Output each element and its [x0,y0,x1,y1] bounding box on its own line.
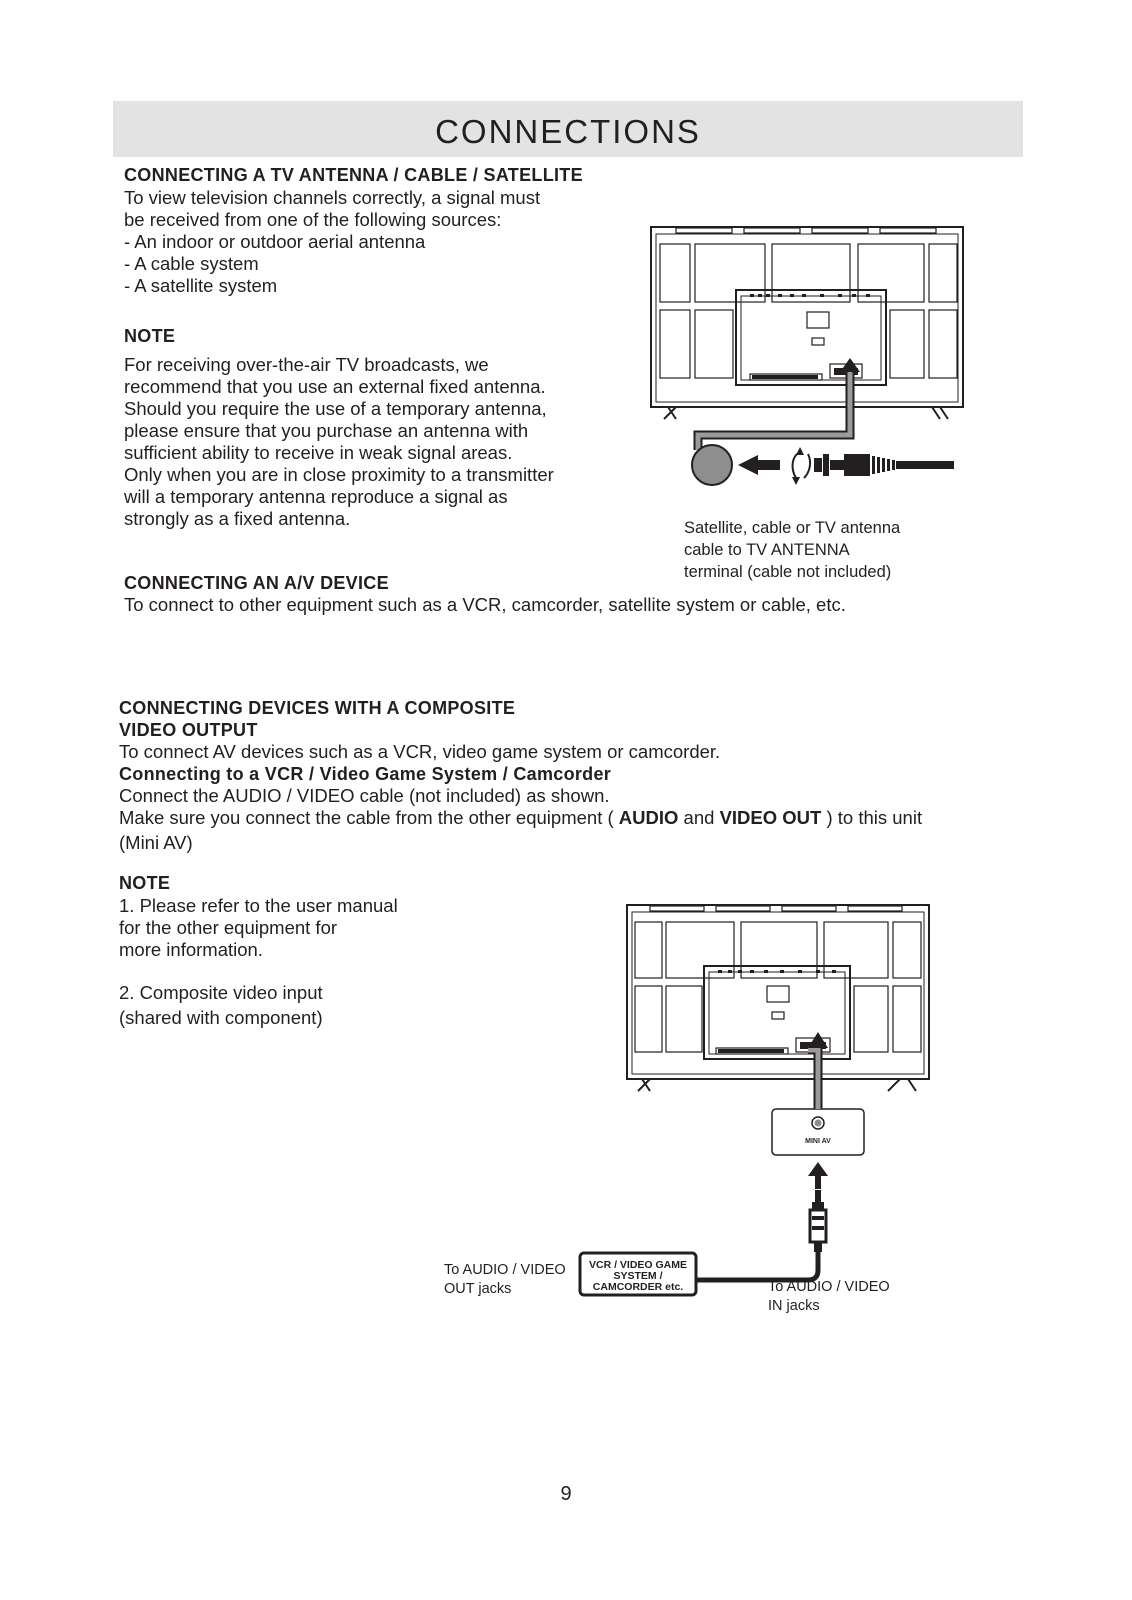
composite-note-2-line: 2. Composite video input [119,982,323,1003]
antenna-section-heading: CONNECTING A TV ANTENNA / CABLE / SATELLITE [124,165,583,185]
antenna-note-line: please ensure that you purchase an antenna with [124,420,529,441]
tv-back-mini-av-diagram [620,900,940,1190]
antenna-note-heading: NOTE [124,326,176,346]
audio-label: AUDIO [618,807,679,828]
composite-text-3 [119,807,922,829]
audio-video-out-caption [444,1261,566,1299]
composite-heading-line2: VIDEO OUTPUT [119,720,258,740]
antenna-note-body [124,354,554,530]
composite-text-3-prefix: Make sure you connect the cable from the other equipment ( [119,807,614,828]
antenna-note-line: Should you require the use of a temporary antenna, [124,398,547,419]
mini-av-label: MINI AV [805,1138,831,1145]
device-label-line: SYSTEM / [613,1270,663,1282]
composite-note-1 [119,895,398,961]
antenna-body-line: - An indoor or outdoor aerial antenna [124,231,426,252]
device-label-line: VCR / VIDEO GAME [588,1259,688,1271]
antenna-body-line: be received from one of the following sources: [124,209,502,230]
antenna-caption-line: cable to TV ANTENNA [684,541,850,559]
antenna-note-line: strongly as a fixed antenna. [124,508,351,529]
composite-text-3-suffix: ) to this unit [826,807,923,828]
antenna-note-line: Only when you are in close proximity to a transmitter [124,464,554,485]
out-caption-line: To AUDIO / VIDEO [444,1262,566,1278]
composite-text-1: To connect AV devices such as a VCR, video game system or camcorder. [119,741,721,762]
device-label-line: CAMCORDER etc. [592,1281,684,1293]
and-label: and [683,807,715,828]
composite-note-2-line: (shared with component) [119,1007,323,1028]
page-title: CONNECTIONS [435,113,701,150]
antenna-note-line: sufficient ability to receive in weak signal areas. [124,442,513,463]
antenna-diagram-caption [684,517,900,583]
composite-text-3-line2: (Mini AV) [119,832,193,853]
video-out-label: VIDEO OUT [719,807,822,828]
composite-subheading: Connecting to a VCR / Video Game System / Camcorder [119,764,612,784]
composite-note-1-line: 1. Please refer to the user manual [119,895,398,916]
tv-back-antenna-diagram [640,222,980,507]
composite-text-2: Connect the AUDIO / VIDEO cable (not included) as shown. [119,785,610,806]
antenna-caption-line: Satellite, cable or TV antenna [684,519,901,537]
antenna-section-body [124,187,540,297]
antenna-caption-line: terminal (cable not included) [684,563,892,581]
antenna-body-line: To view television channels correctly, a signal must [124,187,541,208]
antenna-note-line: will a temporary antenna reproduce a signal as [124,486,508,507]
antenna-body-line: - A satellite system [124,275,278,296]
in-caption-line: To AUDIO / VIDEO [768,1279,890,1295]
composite-note-2 [119,980,323,1030]
composite-note-1-line: for the other equipment for [119,917,338,938]
antenna-note-line: recommend that you use an external fixed antenna. [124,376,546,397]
page-number: 9 [560,1483,572,1505]
header-banner [113,101,1023,157]
in-caption-line: IN jacks [768,1298,820,1314]
antenna-note-line: For receiving over-the-air TV broadcasts, we [124,354,489,375]
antenna-body-line: - A cable system [124,253,259,274]
composite-heading-line1: CONNECTING DEVICES WITH A COMPOSITE [119,698,516,718]
composite-note-heading: NOTE [119,873,171,893]
av-device-text: To connect to other equipment such as a VCR, camcorder, satellite system or cable, etc. [124,594,846,615]
av-device-heading: CONNECTING AN A/V DEVICE [124,573,389,593]
out-caption-line: OUT jacks [444,1281,512,1297]
audio-video-in-caption [768,1278,890,1316]
composite-note-1-line: more information. [119,939,263,960]
